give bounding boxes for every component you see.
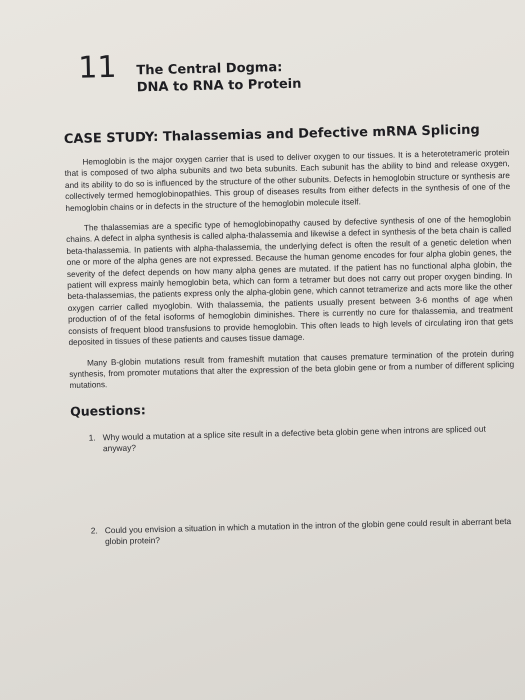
chapter-title xyxy=(136,59,301,97)
question-2 xyxy=(33,515,518,549)
worksheet xyxy=(22,44,518,549)
chapter-title-line-2: DNA to RNA to Protein xyxy=(136,76,302,96)
paragraph-text: The thalassemias are a specific type of hemoglobinopathy caused by defective synthesis of one of the hemoglobin chains. A defect in alpha synthesis is called alpha-thalassemia and likewise a defect in synthesis of the beta chain is called beta-thalassemia. In patients with alpha-thalassemia, the underlying defect is often the result of a genetic deletion when one or more of the alpha genes are not expressed. Because the human genome encodes for four alpha globin genes, the severity of the defect depends on how many alpha genes are mutated. If the patient has no functional alpha globin, the patient will express mainly hemoglobin beta, which can form a tetramer but does not carry out proper oxygen binding. In beta-thalassemias, the patients express only the alpha-globin gene, which cannot tetramerize and acts more like the other oxygen carrier called myoglobin. With thalassemia, the patients usually present between 3-6 months of age when production of of the fetal isoforms of hemoglobin diminishes. There is currently no cure for thalassemia, and treatment consists of frequent blood transfusions to provide hemoglobin. This often leads to high levels of circulating iron that gets deposited in tissues of these patients and causes tissue damage. xyxy=(66,213,514,348)
paragraph-mutations xyxy=(29,347,515,392)
paragraph-hemoglobin xyxy=(24,147,510,215)
chapter-number: 11 xyxy=(77,49,117,86)
case-study-title: CASE STUDY: Thalassemias and Defective mRNA Splicing xyxy=(63,122,480,148)
question-text: Could you envision a situation in which a mutation in the intron of the globin gene could result in aberrant beta globin protein? xyxy=(104,515,512,547)
paragraph-text: Many B-globin mutations result from frameshift mutation that causes premature termination of the protein during synthesis, from promoter mutations that alter the expression of the beta globin gene or from a number of different splicing mutations. xyxy=(69,348,515,391)
question-number: 1. xyxy=(88,432,96,443)
chapter-header xyxy=(22,44,508,99)
chapter-title-line-1: The Central Dogma: xyxy=(136,60,283,79)
paragraph-text: Hemoglobin is the major oxygen carrier that is used to deliver oxygen to our tissues. It is a heterotetrameric protein that is composed of two alpha subunits and two beta subunits. Each subunit has the ability to bind and release oxygen, and its ability to do so is influenced by the structure of the other subunits. Defects in hemoglobin structure or synthesis are collectively termed hemoglobinopathies. This group of diseases results from either defects in the synthesis of one of the hemoglobin chains or in defects in the structure of the hemoglobin molecule itself. xyxy=(64,147,511,213)
paragraph-thalassemias xyxy=(26,213,514,349)
question-1 xyxy=(31,423,516,457)
question-number: 2. xyxy=(90,524,98,536)
questions-heading: Questions: xyxy=(69,402,146,419)
question-text: Why would a mutation at a splice site result in a defective beta globin gene when introns are spliced out anyway? xyxy=(102,423,486,454)
